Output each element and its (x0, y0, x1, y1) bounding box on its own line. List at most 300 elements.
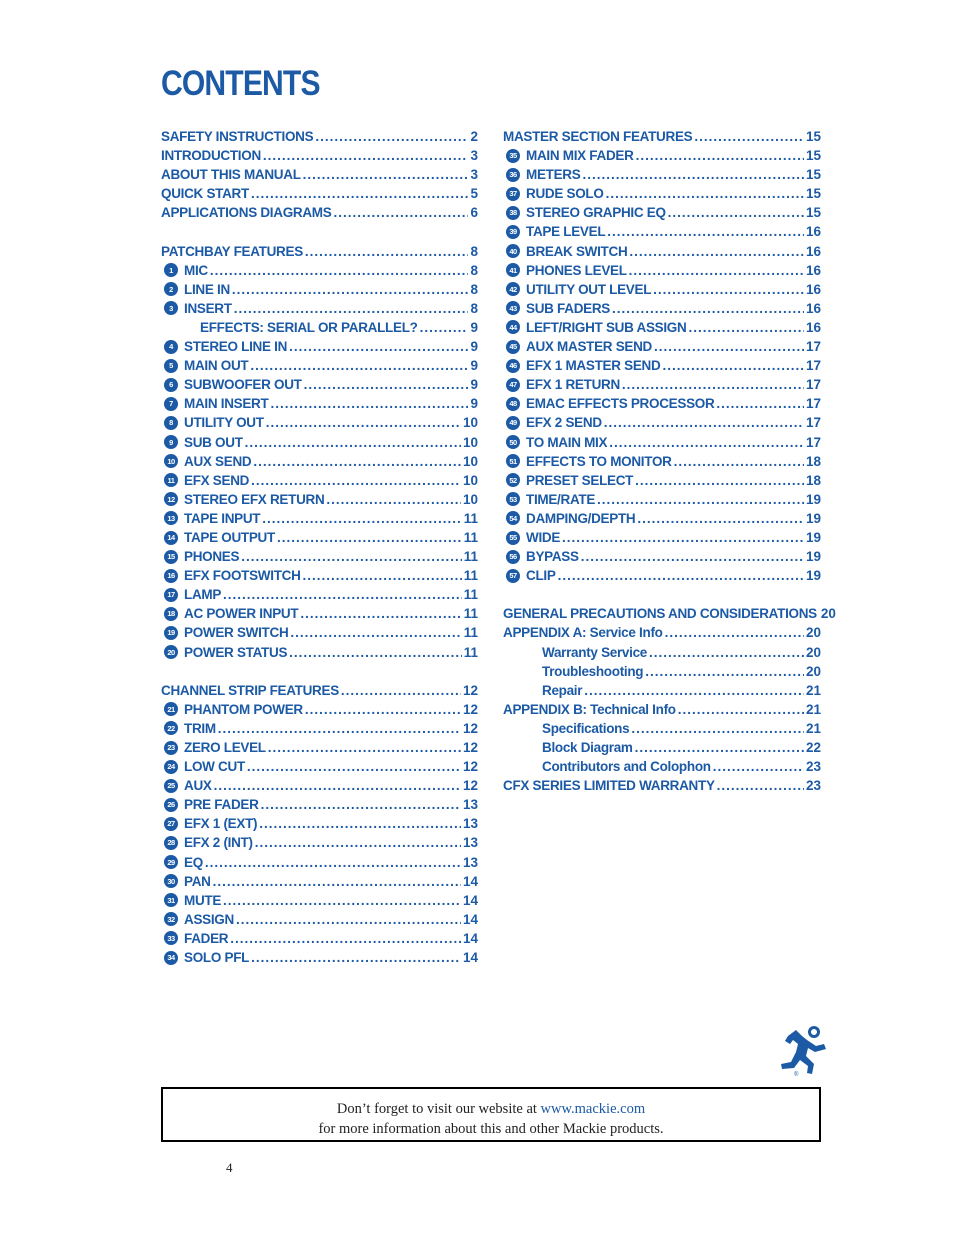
toc-entry-label: TRIM (184, 720, 216, 736)
toc-entry-label: APPENDIX A: Service Info (503, 625, 663, 641)
dot-leader (268, 738, 461, 757)
notice-text: Don’t forget to visit our website at (336, 1101, 541, 1117)
toc-page-number: 11 (463, 587, 478, 603)
toc-entry-label: SAFETY INSTRUCTIONS (161, 129, 314, 144)
toc-entry-label: EFX 2 SEND (526, 415, 602, 431)
dot-leader (581, 547, 804, 566)
toc-section-entry[interactable] (161, 184, 478, 203)
dot-leader (606, 184, 804, 203)
toc-page-number: 23 (805, 759, 821, 775)
toc-page-number: 3 (470, 167, 478, 183)
toc-feature-entry[interactable] (161, 337, 478, 356)
dot-leader (232, 280, 469, 299)
toc-feature-entry[interactable] (503, 509, 821, 528)
toc-entry-label: SUB FADERS (526, 300, 611, 316)
feature-number-badge: 24 (164, 760, 178, 774)
toc-feature-entry[interactable] (161, 528, 478, 547)
toc-page-number: 18 (805, 472, 821, 488)
toc-feature-entry[interactable] (161, 757, 478, 776)
toc-subsection-entry[interactable] (503, 719, 821, 738)
feature-number-badge: 30 (164, 874, 178, 888)
toc-entry-label: APPLICATIONS DIAGRAMS (161, 205, 332, 221)
toc-feature-entry[interactable] (161, 604, 478, 623)
dot-leader (266, 413, 461, 432)
feature-number-badge: 45 (506, 340, 520, 354)
toc-entry-label: MAIN INSERT (184, 396, 269, 412)
toc-page-number: 19 (805, 510, 821, 526)
toc-feature-entry[interactable] (161, 795, 478, 814)
toc-feature-entry[interactable] (161, 738, 478, 757)
toc-feature-entry[interactable] (503, 165, 821, 184)
toc-feature-entry[interactable] (503, 547, 821, 566)
dot-leader (562, 528, 804, 547)
toc-page-number: 10 (462, 453, 478, 469)
toc-page-number: 6 (470, 205, 478, 221)
registered-mark: ® (794, 1072, 799, 1078)
toc-feature-entry[interactable] (161, 833, 478, 852)
toc-entry-label: MIC (184, 262, 208, 278)
toc-entry-label: MAIN MIX FADER (526, 148, 634, 164)
toc-page-number: 20 (805, 625, 821, 641)
dot-leader (716, 394, 804, 413)
toc-feature-entry[interactable] (161, 471, 478, 490)
toc-entry-label: EFFECTS: SERIAL OR PARALLEL? (200, 319, 418, 335)
toc-entry-label: AUX SEND (184, 453, 252, 469)
toc-entry-label: EFFECTS TO MONITOR (526, 453, 672, 469)
dot-leader (223, 891, 461, 910)
feature-number-badge: 6 (164, 378, 178, 392)
toc-feature-entry[interactable] (161, 413, 478, 432)
dot-leader (234, 299, 469, 318)
toc-feature-entry[interactable] (161, 433, 478, 452)
dot-leader (717, 776, 804, 795)
toc-section-entry[interactable] (161, 203, 478, 222)
toc-page-number: 8 (470, 281, 478, 297)
toc-feature-entry[interactable] (161, 872, 478, 891)
toc-entry-label: WIDE (526, 529, 561, 545)
toc-page-number: 21 (805, 701, 821, 717)
feature-number-badge: 38 (506, 206, 520, 220)
toc-entry-label: Block Diagram (542, 740, 633, 755)
dot-leader (289, 643, 462, 662)
toc-section-entry[interactable] (503, 623, 821, 642)
feature-number-badge: 46 (506, 359, 520, 373)
toc-subsection-entry[interactable] (503, 662, 821, 681)
toc-feature-entry[interactable] (503, 375, 821, 394)
toc-entry-label: ABOUT THIS MANUAL (161, 167, 301, 183)
toc-feature-entry[interactable] (503, 452, 821, 471)
toc-page-number: 13 (462, 835, 478, 851)
toc-subsection-entry[interactable] (503, 738, 821, 757)
toc-subsection-entry[interactable] (503, 643, 821, 662)
toc-page-number: 14 (462, 892, 478, 908)
feature-number-badge: 10 (164, 454, 178, 468)
toc-page-number: 11 (463, 606, 478, 622)
dot-leader (245, 433, 461, 452)
toc-feature-entry[interactable] (161, 394, 478, 413)
feature-number-badge: 53 (506, 492, 520, 506)
toc-feature-entry[interactable] (161, 891, 478, 910)
dot-leader (420, 318, 469, 337)
toc-feature-entry[interactable] (503, 490, 821, 509)
toc-page-number: 20 (805, 644, 821, 660)
toc-page-number: 14 (462, 873, 478, 889)
toc-section-entry[interactable] (161, 127, 478, 146)
toc-page-number: 12 (462, 759, 478, 775)
dot-leader (214, 776, 461, 795)
toc-entry-label: PHONES LEVEL (526, 262, 627, 278)
toc-entry-label: PRESET SELECT (526, 472, 634, 488)
toc-feature-entry[interactable] (161, 910, 478, 929)
dot-leader (612, 299, 804, 318)
toc-feature-entry[interactable] (503, 413, 821, 432)
toc-feature-entry[interactable] (503, 184, 821, 203)
feature-number-badge: 4 (164, 340, 178, 354)
toc-page-number: 12 (462, 778, 478, 794)
feature-number-badge: 7 (164, 397, 178, 411)
feature-number-badge: 34 (164, 951, 178, 965)
dot-leader (333, 203, 468, 222)
dot-leader (262, 509, 461, 528)
toc-feature-entry[interactable] (161, 853, 478, 872)
dot-leader (315, 127, 468, 146)
dot-leader (261, 795, 461, 814)
feature-number-badge: 52 (506, 473, 520, 487)
toc-page-number: 16 (805, 243, 821, 259)
toc-spacer (161, 222, 478, 241)
toc-page-number: 15 (805, 129, 821, 144)
toc-entry-label: CFX SERIES LIMITED WARRANTY (503, 778, 715, 794)
dot-leader (290, 623, 461, 642)
toc-page-number: 9 (470, 377, 478, 393)
toc-page-number: 12 (462, 701, 478, 717)
toc-feature-entry[interactable] (503, 394, 821, 413)
toc-section-entry[interactable] (503, 604, 836, 623)
toc-feature-entry[interactable] (503, 299, 821, 318)
toc-feature-entry[interactable] (161, 585, 478, 604)
toc-entry-label: MUTE (184, 892, 222, 908)
dot-leader (653, 280, 804, 299)
toc-feature-entry[interactable] (503, 356, 821, 375)
toc-section-entry[interactable] (161, 165, 478, 184)
toc-section-entry[interactable] (503, 776, 821, 795)
toc-entry-label: FADER (184, 930, 229, 946)
dot-leader (341, 681, 461, 700)
notice-line-1 (163, 1099, 819, 1119)
website-link[interactable]: www.mackie.com (540, 1101, 646, 1117)
feature-number-badge: 11 (164, 473, 178, 487)
feature-number-badge: 25 (164, 779, 178, 793)
toc-entry-label: STEREO EFX RETURN (184, 491, 325, 507)
toc-feature-entry[interactable] (503, 242, 821, 261)
toc-entry-label: DAMPING/DEPTH (526, 510, 636, 526)
toc-page-number: 3 (470, 148, 478, 164)
dot-leader (236, 910, 461, 929)
dot-leader (205, 853, 461, 872)
toc-entry-label: CLIP (526, 568, 556, 584)
dot-leader (622, 375, 804, 394)
dot-leader (304, 375, 469, 394)
dot-leader (230, 929, 461, 948)
toc-entry-label: Troubleshooting (542, 663, 644, 679)
dot-leader (241, 547, 462, 566)
toc-entry-label: EMAC EFFECTS PROCESSOR (526, 396, 715, 412)
feature-number-badge: 57 (506, 569, 520, 583)
toc-entry-label: LINE IN (184, 281, 230, 297)
toc-entry-label: LEFT/RIGHT SUB ASSIGN (526, 319, 687, 335)
toc-feature-entry[interactable] (161, 948, 478, 967)
toc-page-number: 16 (805, 281, 821, 297)
toc-feature-entry[interactable] (503, 280, 821, 299)
toc-entry-label: UTILITY OUT (184, 415, 264, 431)
toc-feature-entry[interactable] (503, 146, 821, 165)
feature-number-badge: 1 (164, 263, 178, 277)
toc-feature-entry[interactable] (503, 318, 821, 337)
feature-number-badge: 54 (506, 511, 520, 525)
toc-page-number: 12 (462, 682, 478, 698)
toc-feature-entry[interactable] (503, 222, 821, 241)
toc-feature-entry[interactable] (161, 814, 478, 833)
feature-number-badge: 41 (506, 263, 520, 277)
toc-page-number: 8 (470, 262, 478, 278)
dot-leader (251, 184, 469, 203)
toc-page-number: 15 (805, 186, 821, 202)
toc-page-number: 16 (805, 224, 821, 240)
toc-section-entry[interactable] (503, 700, 821, 719)
feature-number-badge: 20 (164, 645, 178, 659)
dot-leader (303, 165, 469, 184)
feature-number-badge: 2 (164, 282, 178, 296)
dot-leader (607, 222, 804, 241)
dot-leader (668, 203, 804, 222)
toc-feature-entry[interactable] (161, 929, 478, 948)
dot-leader (255, 833, 461, 852)
toc-page-number: 16 (805, 319, 821, 335)
toc-entry-label: TAPE LEVEL (526, 224, 606, 240)
dot-leader (326, 490, 461, 509)
feature-number-badge: 22 (164, 721, 178, 735)
toc-page-number: 14 (462, 950, 478, 966)
toc-entry-label: TAPE INPUT (184, 510, 261, 526)
dot-leader (305, 242, 469, 261)
feature-number-badge: 8 (164, 416, 178, 430)
toc-subsection-entry[interactable] (161, 318, 478, 337)
toc-page-number: 5 (470, 186, 478, 202)
toc-entry-label: TAPE OUTPUT (184, 529, 275, 545)
toc-feature-entry[interactable] (161, 452, 478, 471)
dot-leader (631, 719, 804, 738)
toc-entry-label: LAMP (184, 587, 222, 603)
toc-page-number: 9 (470, 339, 478, 355)
toc-page-number: 10 (462, 415, 478, 431)
toc-page-number: 13 (462, 854, 478, 870)
dot-leader (635, 738, 804, 757)
dot-leader (250, 356, 468, 375)
toc-feature-entry[interactable] (161, 490, 478, 509)
feature-number-badge: 33 (164, 931, 178, 945)
running-man-logo-icon (776, 1022, 828, 1078)
dot-leader (263, 146, 469, 165)
toc-entry-label: EFX 1 (EXT) (184, 816, 258, 832)
dot-leader (636, 146, 804, 165)
toc-section-entry[interactable] (161, 146, 478, 165)
feature-number-badge: 36 (506, 168, 520, 182)
feature-number-badge: 37 (506, 187, 520, 201)
toc-entry-label: ASSIGN (184, 911, 234, 927)
toc-entry-label: Warranty Service (542, 644, 648, 660)
feature-number-badge: 39 (506, 225, 520, 239)
toc-page-number: 10 (462, 434, 478, 450)
feature-number-badge: 19 (164, 626, 178, 640)
feature-number-badge: 44 (506, 320, 520, 334)
dot-leader (688, 318, 804, 337)
toc-page-number: 17 (805, 396, 821, 412)
dot-leader (247, 757, 461, 776)
toc-page-number: 19 (805, 549, 821, 565)
toc-page-number: 12 (462, 740, 478, 755)
toc-section-entry[interactable] (161, 681, 478, 700)
toc-entry-label: EQ (184, 854, 203, 870)
toc-feature-entry[interactable] (503, 433, 821, 452)
toc-subsection-entry[interactable] (503, 681, 821, 700)
toc-feature-entry[interactable] (161, 776, 478, 795)
dot-leader (259, 814, 461, 833)
feature-number-badge: 29 (164, 855, 178, 869)
toc-section-entry[interactable] (161, 242, 478, 261)
toc-entry-label: AC POWER INPUT (184, 606, 299, 622)
toc-entry-label: MASTER SECTION FEATURES (503, 129, 693, 144)
toc-page-number: 21 (805, 682, 821, 698)
toc-page-number: 12 (462, 720, 478, 736)
toc-page-number: 9 (470, 358, 478, 374)
toc-feature-entry[interactable] (161, 700, 478, 719)
feature-number-badge: 56 (506, 550, 520, 564)
feature-number-badge: 49 (506, 416, 520, 430)
toc-entry-label: BYPASS (526, 549, 579, 565)
dot-leader (582, 165, 804, 184)
toc-feature-entry[interactable] (161, 261, 478, 280)
feature-number-badge: 17 (164, 588, 178, 602)
toc-entry-label: MAIN OUT (184, 358, 249, 374)
feature-number-badge: 50 (506, 435, 520, 449)
dot-leader (558, 566, 804, 585)
toc-feature-entry[interactable] (161, 623, 478, 642)
toc-feature-entry[interactable] (503, 337, 821, 356)
toc-feature-entry[interactable] (161, 719, 478, 738)
toc-entry-label: PAN (184, 873, 211, 889)
feature-number-badge: 16 (164, 569, 178, 583)
toc-feature-entry[interactable] (161, 299, 478, 318)
toc-feature-entry[interactable] (161, 566, 478, 585)
toc-page-number: 18 (805, 453, 821, 469)
toc-entry-label: PATCHBAY FEATURES (161, 243, 303, 259)
toc-feature-entry[interactable] (161, 280, 478, 299)
toc-page-number: 14 (462, 911, 478, 927)
toc-page-number: 11 (463, 568, 478, 584)
feature-number-badge: 32 (164, 912, 178, 926)
toc-feature-entry[interactable] (503, 528, 821, 547)
toc-page-number: 23 (805, 778, 821, 794)
toc-page-number: 20 (805, 663, 821, 679)
page-title: CONTENTS (161, 64, 320, 103)
feature-number-badge: 15 (164, 550, 178, 564)
dot-leader (251, 471, 461, 490)
toc-feature-entry[interactable] (503, 471, 821, 490)
toc-entry-label: INTRODUCTION (161, 148, 261, 164)
toc-page-number: 11 (463, 529, 478, 545)
toc-feature-entry[interactable] (161, 356, 478, 375)
dot-leader (300, 604, 461, 623)
toc-entry-label: SOLO PFL (184, 950, 250, 966)
toc-page-number: 11 (463, 625, 478, 641)
toc-feature-entry[interactable] (503, 566, 821, 585)
dot-leader (665, 623, 804, 642)
toc-page-number: 15 (805, 205, 821, 221)
dot-leader (654, 337, 804, 356)
toc-page-number: 19 (805, 491, 821, 507)
dot-leader (218, 719, 461, 738)
toc-page-number: 17 (805, 339, 821, 355)
toc-page-number: 8 (470, 243, 478, 259)
toc-entry-label: EFX 2 (INT) (184, 835, 253, 851)
toc-feature-entry[interactable] (161, 547, 478, 566)
toc-entry-label: EFX SEND (184, 472, 250, 488)
toc-entry-label: GENERAL PRECAUTIONS AND CONSIDERATIONS (503, 606, 817, 622)
toc-entry-label: LOW CUT (184, 759, 245, 775)
toc-subsection-entry[interactable] (503, 757, 821, 776)
dot-leader (210, 261, 469, 280)
toc-entry-label: EFX FOOTSWITCH (184, 568, 301, 584)
toc-feature-entry[interactable] (503, 203, 821, 222)
toc-page-number: 19 (805, 568, 821, 584)
toc-entry-label: Repair (542, 682, 583, 698)
dot-leader (213, 872, 461, 891)
toc-entry-label: APPENDIX B: Technical Info (503, 701, 676, 717)
toc-page-number: 8 (470, 300, 478, 316)
toc-page-number: 11 (463, 510, 478, 526)
toc-entry-label: Specifications (542, 720, 630, 736)
toc-entry-label: CHANNEL STRIP FEATURES (161, 682, 339, 698)
toc-section-entry[interactable] (503, 127, 821, 146)
toc-entry-label: ZERO LEVEL (184, 740, 266, 755)
dot-leader (303, 566, 462, 585)
toc-entry-label: STEREO LINE IN (184, 339, 288, 355)
toc-spacer (503, 585, 821, 604)
toc-page-number: 16 (805, 300, 821, 316)
toc-feature-entry[interactable] (161, 375, 478, 394)
dot-leader (713, 757, 804, 776)
page-number: 4 (226, 1160, 233, 1175)
toc-page-number: 17 (805, 358, 821, 374)
dot-leader (662, 356, 804, 375)
toc-entry-label: QUICK START (161, 186, 249, 202)
dot-leader (629, 242, 804, 261)
dot-leader (251, 948, 461, 967)
toc-entry-label: POWER STATUS (184, 644, 288, 660)
toc-feature-entry[interactable] (503, 261, 821, 280)
feature-number-badge: 51 (506, 454, 520, 468)
feature-number-badge: 12 (164, 492, 178, 506)
toc-page-number: 19 (805, 529, 821, 545)
dot-leader (604, 413, 804, 432)
feature-number-badge: 43 (506, 301, 520, 315)
dot-leader (637, 509, 804, 528)
toc-feature-entry[interactable] (161, 509, 478, 528)
toc-entry-label: TO MAIN MIX (526, 434, 608, 450)
feature-number-badge: 42 (506, 282, 520, 296)
toc-page-number: 11 (463, 549, 478, 565)
toc-feature-entry[interactable] (161, 643, 478, 662)
